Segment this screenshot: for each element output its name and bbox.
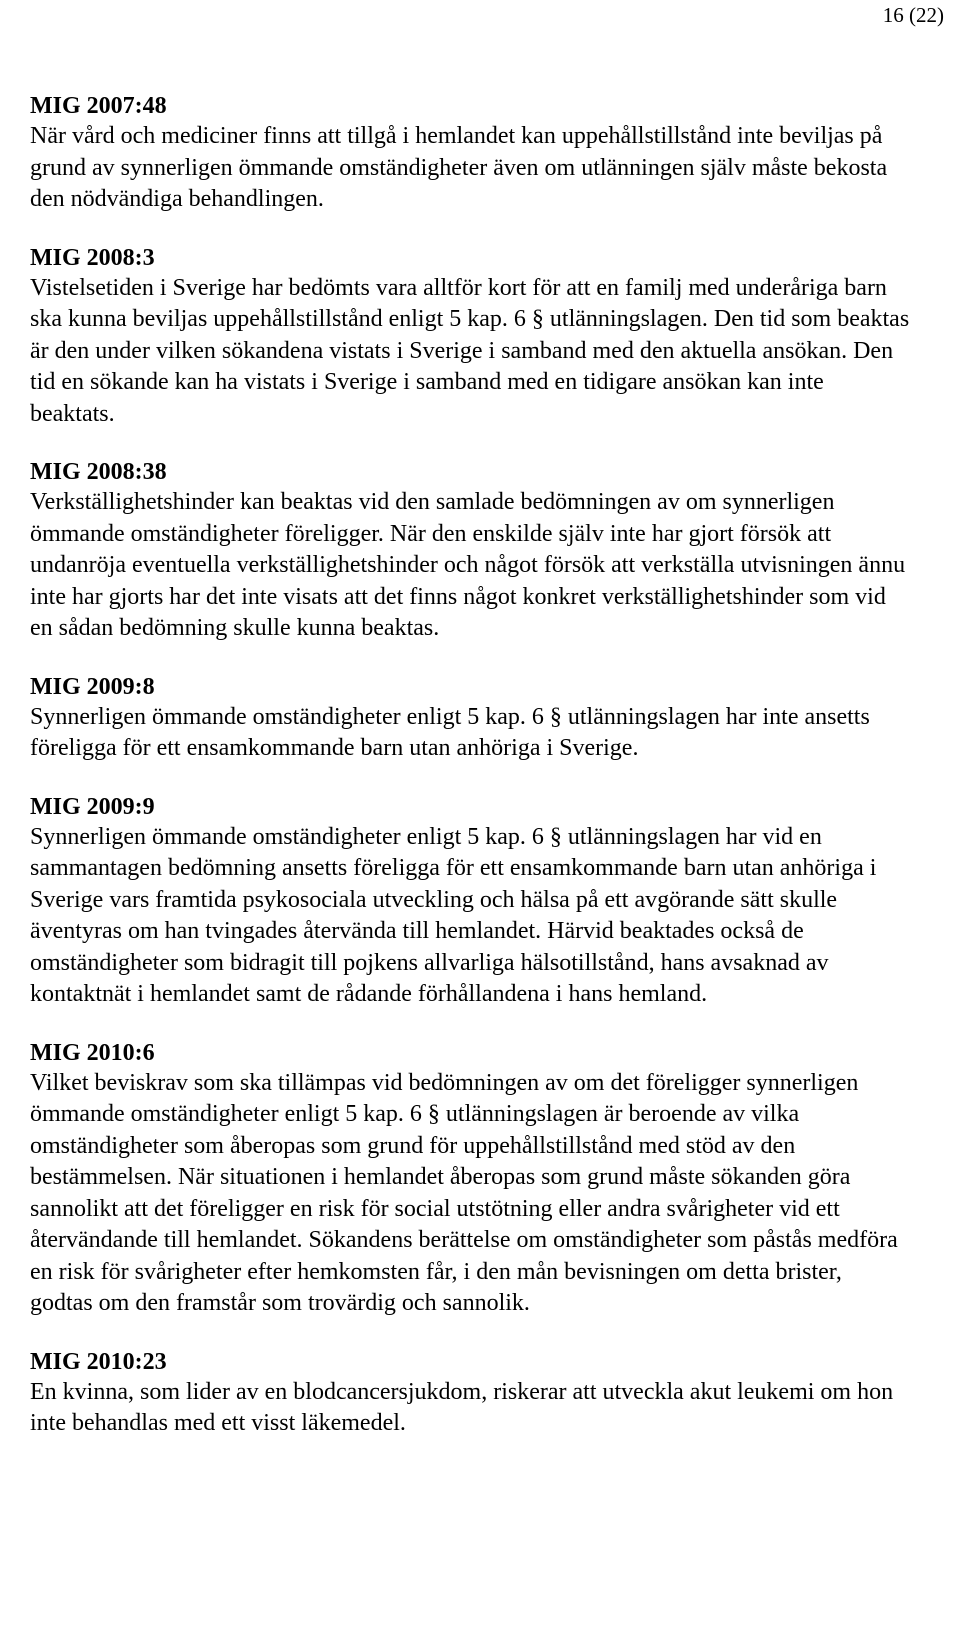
case-entry (30, 673, 910, 765)
case-title: MIG 2007:48 (30, 93, 167, 119)
case-entry (30, 1348, 910, 1440)
case-title: MIG 2010:23 (30, 1348, 167, 1375)
case-entry (30, 1039, 910, 1320)
case-title: MIG 2009:9 (30, 793, 155, 820)
document-body (30, 92, 910, 1468)
case-summary: Synnerligen ömmande omständigheter enligt 5 kap. 6 § utlänningslagen har inte ansetts föreligga för ett ensamkommande barn utan anhöriga i Sverige. (30, 703, 870, 761)
case-entry (30, 458, 910, 645)
case-summary: Verkställighetshinder kan beaktas vid den samlade bedömningen av om synnerligen ömmande omständigheter föreligger. När den enskilde själv inte har gjort försök att undanröja eventuella verkställighetshinder och något försök att verkställa utvisningen ännu inte har gjorts har det inte visats att det finns något konkret verkställighetshinder som vid en sådan bedömning skulle kunna beaktas. (30, 489, 906, 641)
case-entry (30, 244, 910, 431)
case-entry (30, 793, 910, 1011)
case-summary: Vilket beviskrav som ska tillämpas vid bedömningen av om det föreligger synnerligen ömmande omständigheter enligt 5 kap. 6 § utlänningslagen är beroende av vilka omständigheter som åberopas som grund för uppehållstillstånd med stöd av den bestämmelsen. När situationen i hemlandet åberopas som grund måste sökanden göra sannolikt att det föreligger en risk för social utstötning eller andra svårigheter vid ett återvändande till hemlandet. Sökandens berättelse om omständigheter som påstås medföra en risk för svårigheter efter hemkomsten får, i den mån bevisningen om detta brister, godtas om den framstår som trovärdig och sannolik. (30, 1069, 898, 1316)
case-summary: Synnerligen ömmande omständigheter enligt 5 kap. 6 § utlänningslagen har vid en sammantagen bedömning ansetts föreligga för ett ensamkommande barn utan anhöriga i Sverige vars framtida psykosociala utveckling och hälsa på ett avgörande sätt skulle äventyras om han tvingades återvända till hemlandet. Härvid beaktades också de omständigheter som bidragit till pojkens allvarliga hälsotillstånd, hans avsaknad av kontaktnät i hemlandet samt de rådande förhållandena i hans hemland. (30, 823, 877, 1007)
case-summary: Vistelsetiden i Sverige har bedömts vara alltför kort för att en familj med underåriga barn ska kunna beviljas uppehållstillstånd enligt 5 kap. 6 § utlänningslagen. Den tid som beaktas är den under vilken sökandena vistats i Sverige i samband med den aktuella ansökan. Den tid en sökande kan ha vistats i Sverige i samband med en tidigare ansökan kan inte beaktats. (30, 274, 910, 427)
page-number: 16 (22) (882, 3, 944, 27)
case-title: MIG 2008:38 (30, 459, 167, 485)
case-title: MIG 2008:3 (30, 244, 155, 271)
case-summary: En kvinna, som lider av en blodcancersjukdom, riskerar att utveckla akut leukemi om hon inte behandlas med ett visst läkemedel. (30, 1378, 894, 1436)
case-entry (30, 92, 910, 216)
case-title: MIG 2009:8 (30, 673, 155, 700)
case-title: MIG 2010:6 (30, 1039, 155, 1066)
case-summary: När vård och mediciner finns att tillgå i hemlandet kan uppehållstillstånd inte beviljas på grund av synnerligen ömmande omständigheter även om utlänningen själv måste bekosta den nödvändiga behandlingen. (30, 123, 888, 212)
